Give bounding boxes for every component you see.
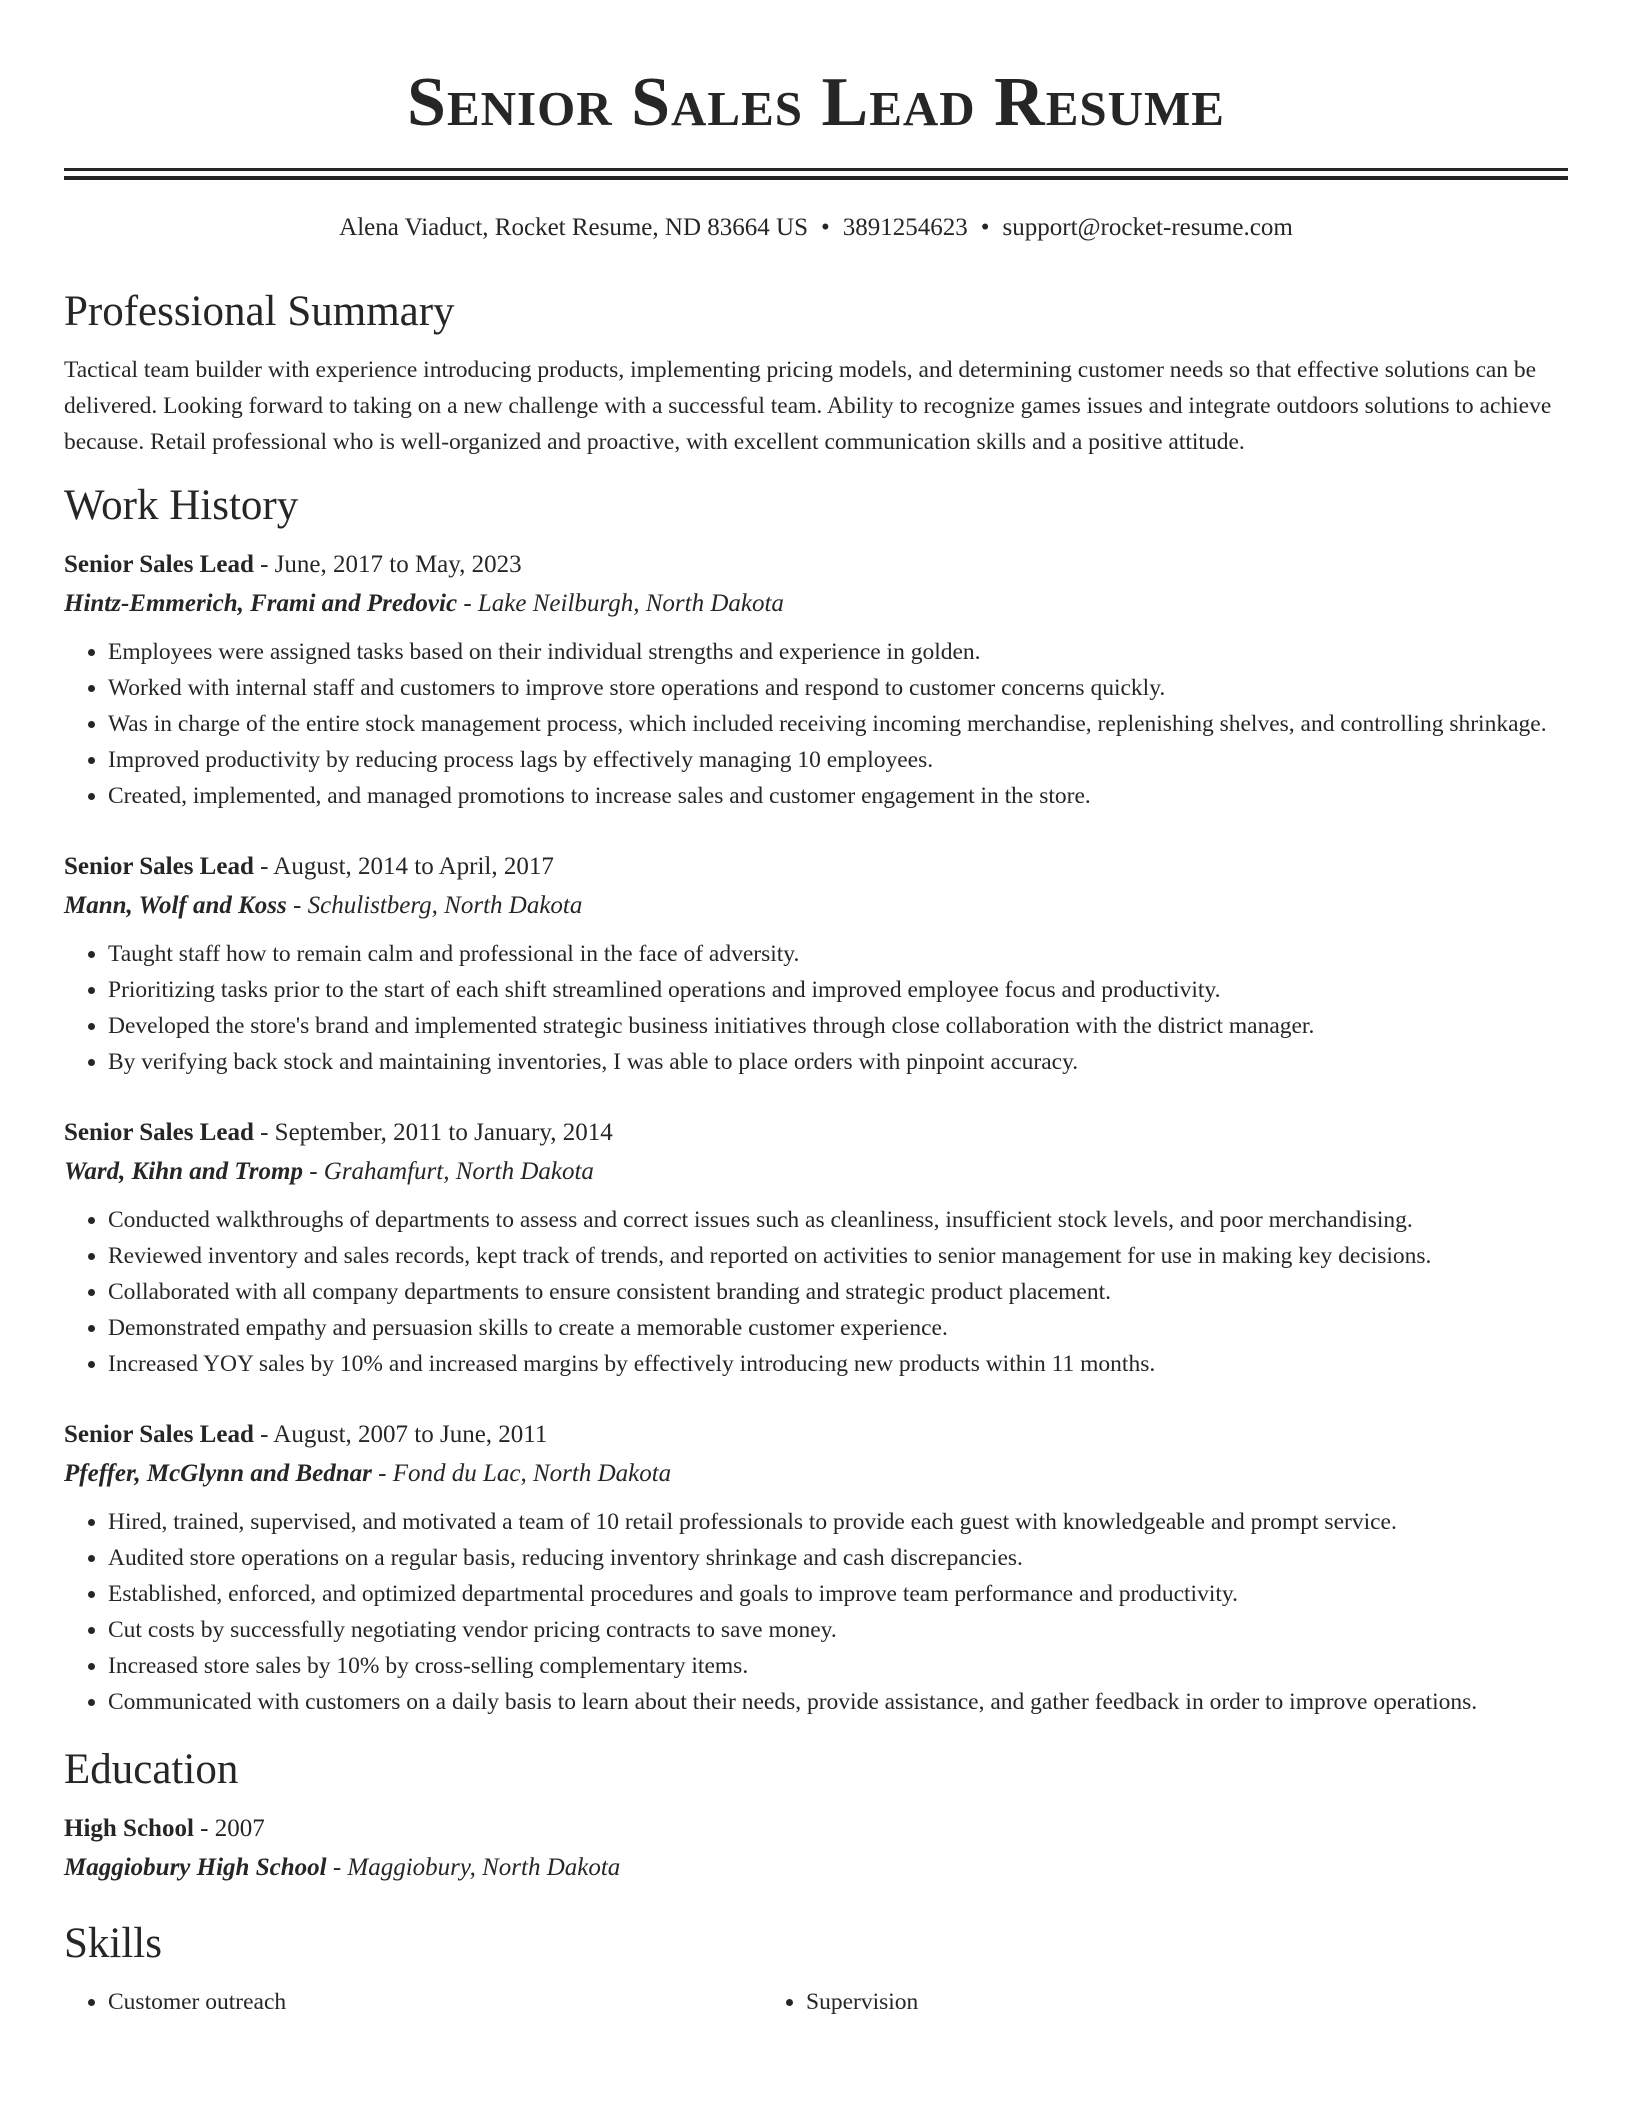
education-degree: High School xyxy=(64,1815,194,1842)
job-location: - Lake Neilburgh, North Dakota xyxy=(457,590,784,617)
summary-text: Tactical team builder with experience introducing products, implementing pricing models, and determining customer needs so that effective solutions can be delivered. Looking forward to taking on a new challenge with a successful team. Ability to recognize games issues and integrate outdoors solutions to achieve because. Retail professional who is well-organized and proactive, with excellent communication skills and a positive attitude. xyxy=(64,357,1552,455)
contact-phone: 3891254623 xyxy=(842,214,968,241)
job-entry xyxy=(64,546,1568,814)
job-duties xyxy=(64,936,1568,1080)
job-dates: - August, 2007 to June, 2011 xyxy=(253,1421,548,1448)
contact-separator: • xyxy=(980,214,990,241)
job-title-line xyxy=(64,1114,1568,1152)
job-company-line xyxy=(64,584,1568,624)
title-divider xyxy=(64,168,1568,180)
job-company: Hintz-Emmerich, Frami and Predovic xyxy=(64,590,458,617)
education-heading: Education xyxy=(64,1746,239,1793)
job-duty-item: • Taught staff how to remain calm and professional in the face of adversity. xyxy=(108,936,1568,972)
job-list xyxy=(64,546,1568,1720)
job-duty-item: • Communicated with customers on a daily basis to learn about their needs, provide assistance, and gather feedback in order to improve operations. xyxy=(108,1684,1568,1720)
skills-heading: Skills xyxy=(64,1920,162,1967)
job-entry xyxy=(64,1416,1568,1720)
education-degree-line xyxy=(64,1810,1568,1848)
job-company: Pfeffer, McGlynn and Bednar xyxy=(64,1460,372,1487)
skills-column-right xyxy=(762,1984,1460,2020)
job-duties xyxy=(64,634,1568,814)
job-title: Senior Sales Lead xyxy=(64,1421,254,1448)
job-title-line xyxy=(64,848,1568,886)
job-duty-item: • Established, enforced, and optimized departmental procedures and goals to improve team performance and productivity. xyxy=(108,1576,1568,1612)
job-title-line xyxy=(64,546,1568,584)
job-duty-item: • Conducted walkthroughs of departments to assess and correct issues such as cleanliness, insufficient stock levels, and poor merchandising. xyxy=(108,1202,1568,1238)
job-duty-item: • Reviewed inventory and sales records, kept track of trends, and reported on activities to senior management for use in making key decisions. xyxy=(108,1238,1568,1274)
job-company-line xyxy=(64,1152,1568,1192)
job-location: - Schulistberg, North Dakota xyxy=(286,892,583,919)
job-duty-item: • Cut costs by successfully negotiating vendor pricing contracts to save money. xyxy=(108,1612,1568,1648)
job-duties xyxy=(64,1202,1568,1382)
education-entry xyxy=(64,1810,1568,1888)
contact-address: Alena Viaduct, Rocket Resume, ND 83664 US xyxy=(339,214,808,241)
summary-heading: Professional Summary xyxy=(64,288,455,335)
skill-item: • Supervision xyxy=(806,1984,1460,2020)
job-location: - Grahamfurt, North Dakota xyxy=(302,1158,594,1185)
contact-line xyxy=(64,212,1568,244)
job-company: Ward, Kihn and Tromp xyxy=(64,1158,303,1185)
contact-separator: • xyxy=(820,214,830,241)
resume-title: Senior Sales Lead Resume xyxy=(407,64,1225,141)
job-title: Senior Sales Lead xyxy=(64,551,254,578)
job-location: - Fond du Lac, North Dakota xyxy=(371,1460,672,1487)
job-dates: - August, 2014 to April, 2017 xyxy=(253,853,554,880)
job-duty-item: • Worked with internal staff and customers to improve store operations and respond to customer concerns quickly. xyxy=(108,670,1568,706)
job-duty-item: • Increased YOY sales by 10% and increased margins by effectively introducing new products within 11 months. xyxy=(108,1346,1568,1382)
contact-email: support@rocket-resume.com xyxy=(1002,214,1293,241)
job-duty-item: • Demonstrated empathy and persuasion skills to create a memorable customer experience. xyxy=(108,1310,1568,1346)
education-school: Maggiobury High School xyxy=(64,1854,327,1881)
skills-column-left xyxy=(64,1984,762,2020)
job-company: Mann, Wolf and Koss xyxy=(64,892,287,919)
job-company-line xyxy=(64,886,1568,926)
job-entry xyxy=(64,1114,1568,1382)
job-duty-item: • Developed the store's brand and implemented strategic business initiatives through close collaboration with the district manager. xyxy=(108,1008,1568,1044)
job-duty-item: • Improved productivity by reducing process lags by effectively managing 10 employees. xyxy=(108,742,1568,778)
job-title-line xyxy=(64,1416,1568,1454)
job-duty-item: • Hired, trained, supervised, and motivated a team of 10 retail professionals to provide each guest with knowledgeable and prompt service. xyxy=(108,1504,1568,1540)
job-dates: - September, 2011 to January, 2014 xyxy=(253,1119,613,1146)
job-duty-item: • Increased store sales by 10% by cross-selling complementary items. xyxy=(108,1648,1568,1684)
job-duty-item: • Was in charge of the entire stock management process, which included receiving incoming merchandise, replenishing shelves, and controlling shrinkage. xyxy=(108,706,1568,742)
education-year: - 2007 xyxy=(193,1815,265,1842)
job-title: Senior Sales Lead xyxy=(64,1119,254,1146)
job-duties xyxy=(64,1504,1568,1720)
job-duty-item: • Created, implemented, and managed promotions to increase sales and customer engagement in the store. xyxy=(108,778,1568,814)
job-duty-item: • Prioritizing tasks prior to the start of each shift streamlined operations and improved employee focus and productivity. xyxy=(108,972,1568,1008)
job-duty-item: • Collaborated with all company departments to ensure consistent branding and strategic product placement. xyxy=(108,1274,1568,1310)
job-company-line xyxy=(64,1454,1568,1494)
job-duty-item: • By verifying back stock and maintaining inventories, I was able to place orders with pinpoint accuracy. xyxy=(108,1044,1568,1080)
job-duty-item: • Employees were assigned tasks based on their individual strengths and experience in golden. xyxy=(108,634,1568,670)
work-history-heading: Work History xyxy=(64,482,299,529)
job-dates: - June, 2017 to May, 2023 xyxy=(253,551,522,578)
job-title: Senior Sales Lead xyxy=(64,853,254,880)
education-school-line xyxy=(64,1848,1568,1888)
resume-page xyxy=(64,0,1568,2020)
job-duty-item: • Audited store operations on a regular basis, reducing inventory shrinkage and cash discrepancies. xyxy=(108,1540,1568,1576)
job-entry xyxy=(64,848,1568,1080)
skills-list xyxy=(64,1984,1568,2020)
education-location: - Maggiobury, North Dakota xyxy=(326,1854,621,1881)
skill-item: • Customer outreach xyxy=(108,1984,762,2020)
